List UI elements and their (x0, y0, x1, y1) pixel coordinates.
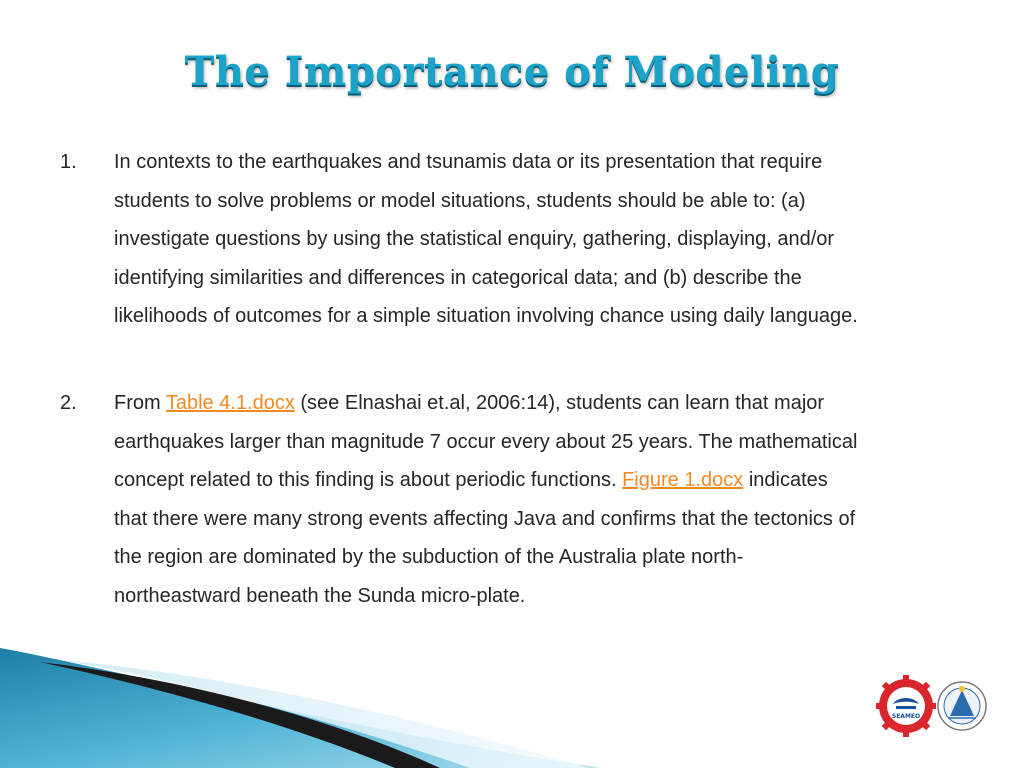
seameo-logo (876, 675, 936, 737)
logos (876, 674, 988, 740)
slide-title: The Importance of Modeling (184, 48, 840, 95)
list-number: 1. (60, 151, 77, 173)
emblem-icon (938, 682, 986, 730)
table-4-1-link[interactable]: Table 4.1.docx (165, 392, 295, 414)
text-line: that there were many strong events affecting Java and confirms that the tectonics of (114, 507, 856, 530)
text-segment: indicates (743, 469, 828, 491)
text-segment: From (114, 392, 166, 414)
text-line: northeastward beneath the Sunda micro-plate. (114, 584, 526, 607)
text-line (114, 384, 984, 423)
seameo-logo-label: SEAMEO (891, 713, 921, 720)
text-line: likelihoods of outcomes for a simple situation involving chance using daily language. (114, 305, 858, 327)
list-item-text (114, 384, 984, 615)
text-line: In contexts to the earthquakes and tsunamis data or its presentation that require (114, 151, 823, 173)
text-line: the region are dominated by the subduction of the Australia plate north- (114, 546, 744, 568)
text-line: investigate questions by using the statistical enquiry, gathering, displaying, and/or (114, 228, 835, 250)
text-line: identifying similarities and differences in categorical data; and (b) describe the (114, 266, 802, 289)
decorative-swoosh (0, 620, 600, 768)
figure-1-link[interactable]: Figure 1.docx (622, 469, 744, 491)
list-number: 2. (60, 392, 77, 414)
text-segment: (see Elnashai et.al, 2006:14), students can learn that major (294, 392, 825, 414)
text-line: earthquakes larger than magnitude 7 occur every about 25 years. The mathematical (114, 430, 858, 453)
list-item-text (114, 143, 984, 336)
text-line (114, 461, 984, 500)
text-line: students to solve problems or model situations, students should be able to: (a) (114, 189, 806, 212)
text-segment: concept related to this finding is about periodic functions. (114, 469, 623, 491)
